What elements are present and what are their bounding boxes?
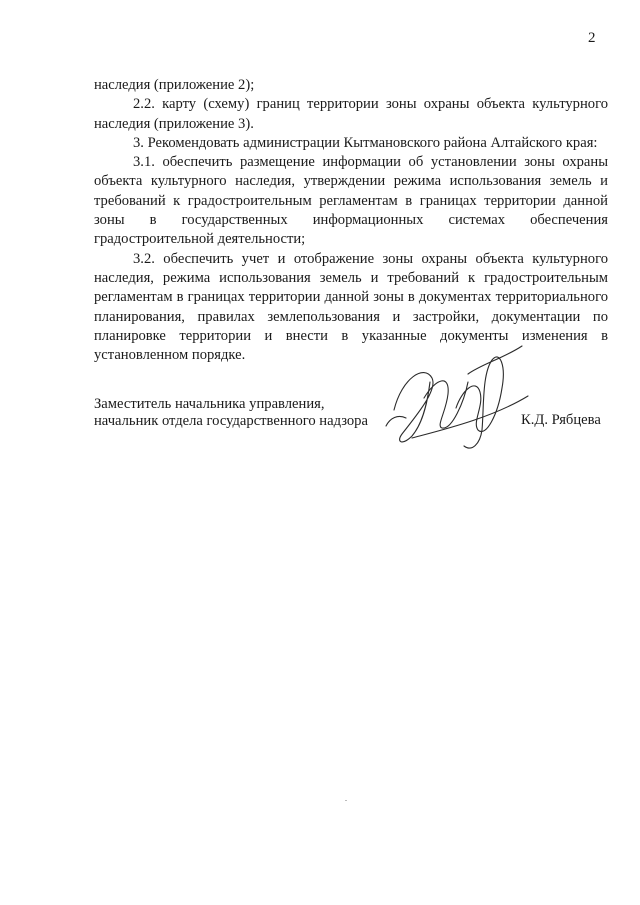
paragraph-3: 3. Рекомендовать администрации Кытмановского района Алтайского края: — [133, 134, 598, 151]
signatory-name: К.Д. Рябцева — [521, 412, 601, 428]
page-number: 2 — [588, 30, 596, 46]
signatory-position — [94, 396, 368, 429]
paragraph-3-1: 3.1. обеспечить размещение информации об установлении зоны охраны объекта культурного наследия, утверждении режима использования земель и требований к градостроительным регламентам в границах территории данной зоны в государственных информационных системах обеспечения градостроительной деятельности; — [94, 154, 608, 248]
scan-speck — [345, 800, 347, 801]
signatory-position-line-2: начальник отдела государственного надзора — [94, 412, 368, 429]
signatory-position-line-1: Заместитель начальника управления, — [94, 396, 325, 412]
handwritten-signature — [372, 338, 532, 456]
paragraph-2-2: 2.2. карту (схему) границ территории зоны охраны объекта культурного наследия (приложение 3). — [94, 96, 608, 132]
body-text — [94, 76, 608, 365]
paragraph-3-2: 3.2. обеспечить учет и отображение зоны охраны объекта культурного наследия, режима использования земель и требований к градостроительным регламентам в границах территории данной зоны в документах территориального планирования, правилах землепользования и застройки, документации по планировке территории и внести в указанные документы изменения в установленном порядке. — [94, 250, 608, 364]
paragraph-intro-continuation: наследия (приложение 2); — [94, 77, 255, 93]
